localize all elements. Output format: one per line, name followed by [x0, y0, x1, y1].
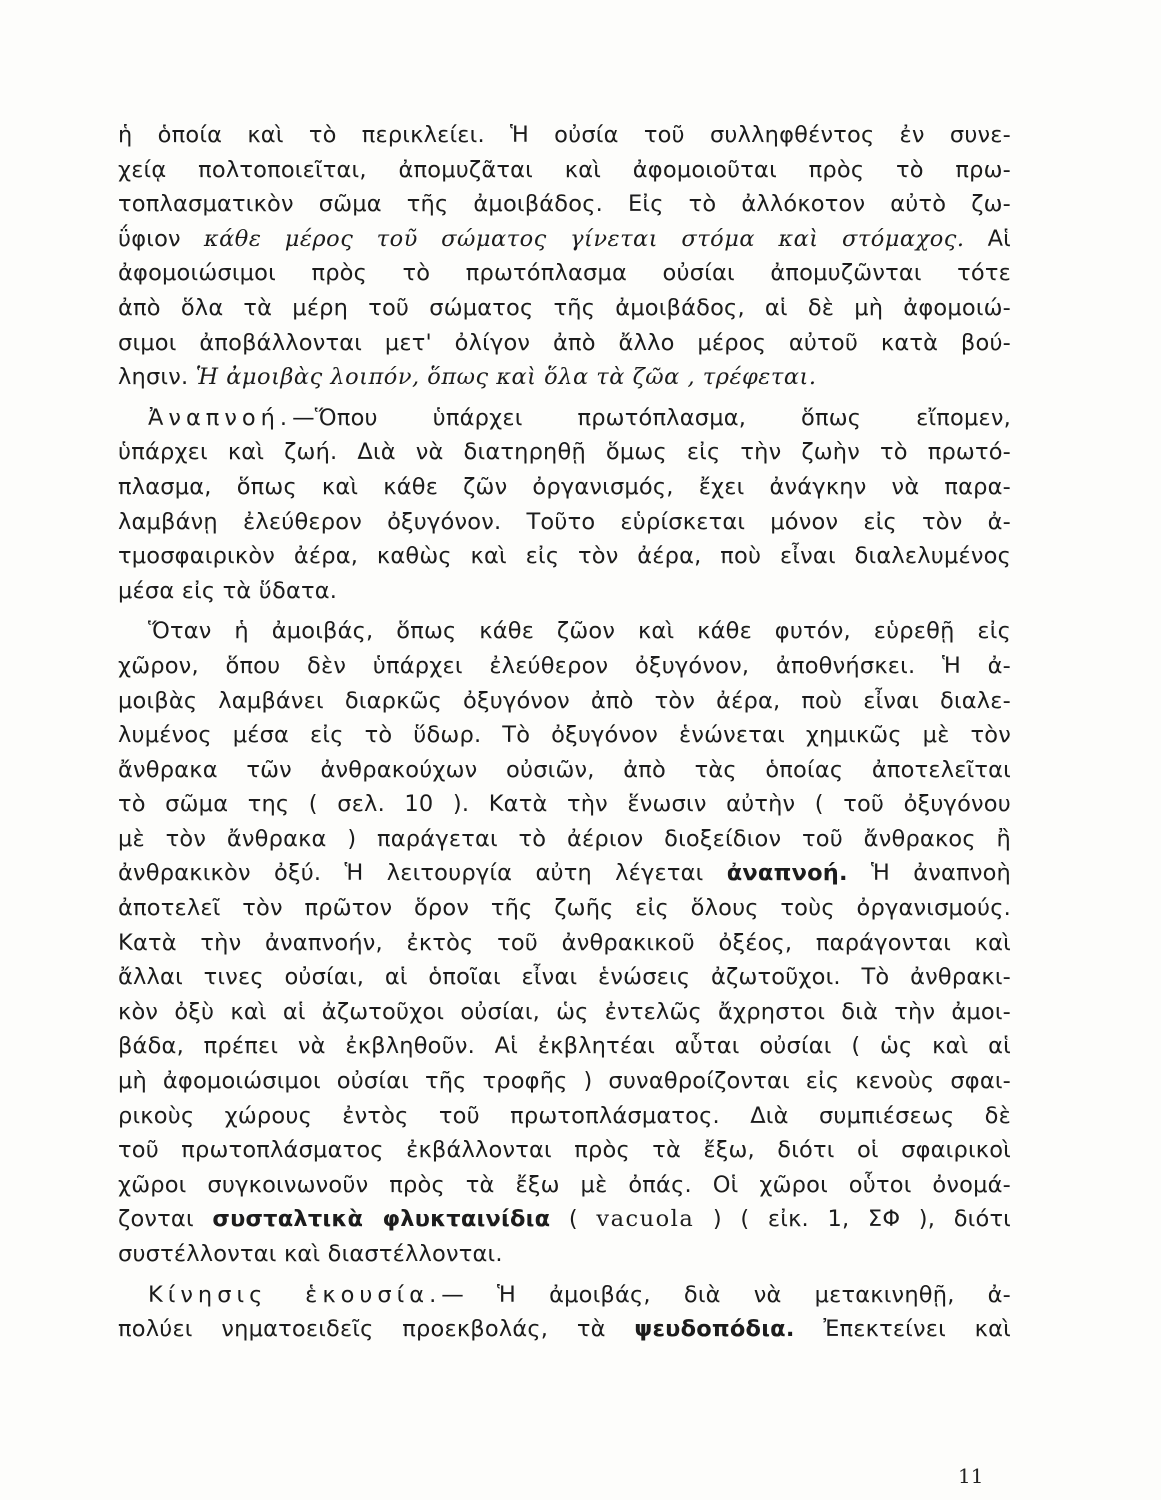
bold-term-pseudopodia: ψευδοπόδια.: [634, 1316, 795, 1343]
page-number: 11: [958, 1464, 984, 1488]
text-line: ἄνθρακα τῶν ἀνθρακούχων οὐσιῶν, ἀπὸ τὰς ὁποίας ἀποτελεῖται: [118, 756, 1011, 783]
text-line: Ὅταν ἡ ἀμοιβάς, ὅπως κάθε ζῶον καὶ κάθε φυτόν, εὑρεθῇ εἰς: [148, 618, 1011, 645]
text-line: λυμένος μέσα εἰς τὸ ὕδωρ. Τὸ ὀξυγόνον ἑνώνεται χημικῶς μὲ τὸν: [118, 722, 1011, 749]
italic-phrase: Ἡ ἀμοιβὰς λοιπόν, ὅπως καὶ ὅλα τὰ ζῶα , τρέφεται.: [195, 364, 817, 391]
text-line: ἀπὸ ὅλα τὰ μέρη τοῦ σώματος τῆς ἀμοιβάδος, αἱ δὲ μὴ ἀφομοιώ-: [118, 294, 1011, 321]
text-line: ἀνθρακικὸν ὀξύ. Ἡ λειτουργία αὐτη λέγεται ἀναπνοή. Ἡ ἀναπνοὴ: [118, 860, 1012, 887]
text-line: τοῦ πρωτοπλάσματος ἐκβάλλονται πρὸς τὰ ἔξω, διότι οἱ σφαιρικοὶ: [118, 1137, 1011, 1164]
bold-term-vacuoles: συσταλτικὰ φλυκταινίδια: [212, 1206, 551, 1233]
page-body: [118, 118, 1011, 1347]
text-line: ὑπάρχει καὶ ζωή. Διὰ νὰ διατηρηθῇ ὅμως εἰς τὴν ζωὴν τὸ πρωτό-: [118, 439, 1011, 466]
text-line: μέσα εἰς τὰ ὕδατα.: [118, 577, 338, 604]
text-line: μοιβὰς λαμβάνει διαρκῶς ὀξυγόνον ἀπὸ τὸν ἀέρα, ποὺ εἶναι διαλε-: [118, 687, 1011, 714]
text-line: ἄλλαι τινες οὐσίαι, αἱ ὁποῖαι εἶναι ἑνώσεις ἀζωτοῦχοι. Τὸ ἀνθρακι-: [118, 964, 1011, 991]
text-line: πολύει νηματοειδεῖς προεκβολάς, τὰ ψευδοπόδια. Ἐπεκτείνει καὶ: [118, 1316, 1011, 1343]
text-line: κὸν ὀξὺ καὶ αἱ ἀζωτοῦχοι οὐσίαι, ὡς ἐντελῶς ἄχρηστοι διὰ τὴν ἀμοι-: [118, 998, 1011, 1025]
text-line: λησιν. Ἡ ἀμοιβὰς λοιπόν, ὅπως καὶ ὅλα τὰ ζῶα , τρέφεται.: [118, 364, 817, 391]
bold-term-anapnoi: ἀναπνοή.: [726, 860, 848, 887]
text-line: ἀφομοιώσιμοι πρὸς τὸ πρωτόπλασμα οὐσίαι ἀπομυζῶνται τότε: [118, 260, 1011, 287]
text-line: ζονται συσταλτικὰ φλυκταινίδια ( vacuola ) ( εἰκ. 1, ΣΦ ), διότι: [118, 1206, 1012, 1233]
text-line: χείᾳ πολτοποιεῖται, ἀπομυζᾶται καὶ ἀφομοιοῦται πρὸς τὸ πρω-: [118, 156, 1011, 183]
text-line: χῶρον, ὅπου δὲν ὑπάρχει ἐλεύθερον ὀξυγόνον, ἀποθνήσκει. Ἡ ἀ-: [118, 652, 1011, 679]
text-line: ἡ ὁποία καὶ τὸ περικλείει. Ἡ οὐσία τοῦ συλληφθέντος ἐν συνε-: [118, 122, 1011, 148]
text-line: λαμβάνῃ ἐλεύθερον ὀξυγόνον. Τοῦτο εὑρίσκεται μόνον εἰς τὸν ἀ-: [118, 508, 1011, 535]
text-line: Κατὰ τὴν ἀναπνοήν, ἐκτὸς τοῦ ἀνθρακικοῦ ὀξέος, παράγονται καὶ: [118, 929, 1011, 956]
text-line: μὴ ἀφομοιώσιμοι οὐσίαι τῆς τροφῆς ) συναθροίζονται εἰς κενοὺς σφαι-: [118, 1068, 1011, 1095]
text-line: σιμοι ἀποβάλλονται μετ' ὀλίγον ἀπὸ ἄλλο μέρος αὐτοῦ κατὰ βού-: [118, 329, 1011, 356]
text-line: ΰφιον κάθε μέρος τοῦ σώματος γίνεται στόμα καὶ στόμαχος. Αἱ: [118, 225, 1011, 252]
text-line: χῶροι συγκοινωνοῦν πρὸς τὰ ἔξω μὲ ὀπάς. Οἱ χῶροι οὗτοι ὀνομά-: [118, 1171, 1011, 1198]
text-line: τοπλασματικὸν σῶμα τῆς ἀμοιβάδος. Εἰς τὸ ἀλλόκοτον αὐτὸ ζω-: [118, 191, 1011, 218]
text-line: βάδα, πρέπει νὰ ἐκβληθοῦν. Αἱ ἐκβλητέαι αὗται οὐσίαι ( ὡς καὶ αἱ: [118, 1033, 1011, 1060]
section-heading-line: Κίνησις ἑκουσία.— Ἡ ἀμοιβάς, διὰ νὰ μετακινηθῇ, ἀ-: [148, 1281, 1011, 1308]
section-heading-line: Ἀναπνοή.—Ὅπου ὑπάρχει πρωτόπλασμα, ὅπως εἴπομεν,: [148, 404, 1011, 431]
latin-term: vacuola: [596, 1206, 695, 1233]
section-heading-kinisis: Κίνησις ἑκουσία.: [148, 1281, 442, 1308]
text-line: ρικοὺς χώρους ἐντὸς τοῦ πρωτοπλάσματος. Διὰ συμπιέσεως δὲ: [118, 1102, 1011, 1129]
section-heading-anapnoi: Ἀναπνοή.: [148, 404, 293, 431]
text-line: τμοσφαιρικὸν ἀέρα, καθὼς καὶ εἰς τὸν ἀέρα, ποὺ εἶναι διαλελυμένος: [118, 543, 1011, 570]
italic-phrase: κάθε μέρος τοῦ σώματος γίνεται στόμα καὶ στόμαχος.: [203, 225, 965, 252]
text-line: τὸ σῶμα της ( σελ. 10 ). Κατὰ τὴν ἕνωσιν αὐτὴν ( τοῦ ὀξυγόνου: [118, 791, 1011, 818]
text-line: ἀποτελεῖ τὸν πρῶτον ὅρον τῆς ζωῆς εἰς ὅλους τοὺς ὀργανισμούς.: [118, 895, 1011, 922]
text-line: μὲ τὸν ἄνθρακα ) παράγεται τὸ ἀέριον διοξείδιον τοῦ ἄνθρακος ἢ: [118, 825, 1011, 852]
text-line: πλασμα, ὅπως καὶ κάθε ζῶν ὀργανισμός, ἔχει ἀνάγκην νὰ παρα-: [118, 473, 1011, 500]
text-line: συστέλλονται καὶ διαστέλλονται.: [118, 1241, 503, 1267]
